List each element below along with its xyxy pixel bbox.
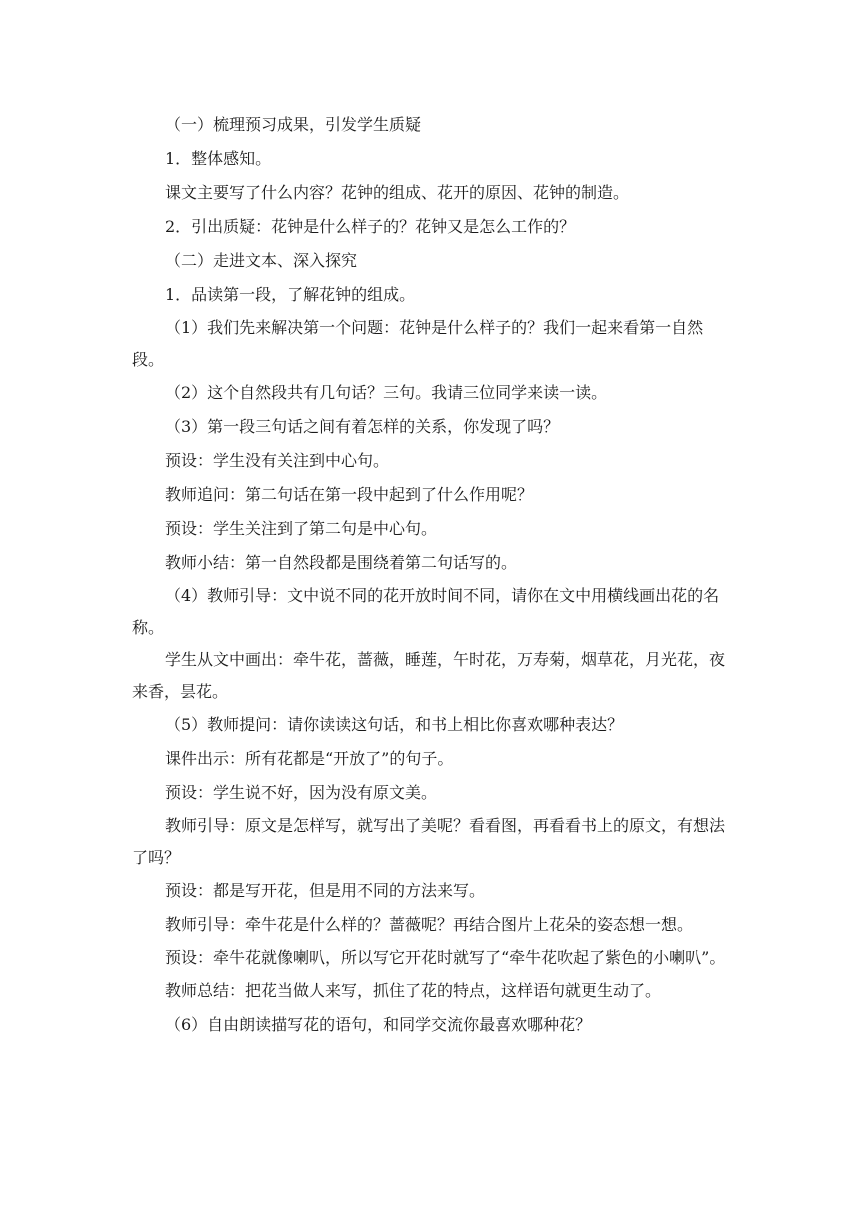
text-paragraph: 预设：牵牛花就像喇叭，所以写它开花时就写了“牵牛花吹起了紫色的小喇叭”。 [165,948,726,967]
text-paragraph: 教师引导：原文是怎样写，就写出了美呢？看看图，再看看书上的原文，有想法了吗？ [132,816,726,867]
section-heading-1: （一）梳理预习成果，引发学生质疑 [165,115,422,134]
sub-item-4: （4）教师引导：文中说不同的花开放时间不同，请你在文中用横线画出花的名称。 [132,586,720,637]
sub-item-2: （2）这个自然段共有几句话？三句。我请三位同学来读一读。 [165,383,608,402]
text-paragraph: 预设：学生关注到了第二句是中心句。 [165,519,438,538]
sub-item-1: （1）我们先来解决第一个问题：花钟是什么样子的？我们一起来看第一自然段。 [132,318,704,369]
text-paragraph: 课文主要写了什么内容？花钟的组成、花开的原因、花钟的制造。 [165,183,630,202]
text-paragraph: 课件出示：所有花都是“开放了”的句子。 [165,749,454,768]
document-page [132,108,732,1042]
text-paragraph: 学生从文中画出：牵牛花，蔷薇，睡莲，午时花，万寿菊，烟草花，月光花，夜来香，昙花。 [132,650,726,701]
text-paragraph: 教师追问：第二句话在第一段中起到了什么作用呢？ [165,485,534,504]
sub-item-5: （5）教师提问：请你读读这句话，和书上相比你喜欢哪种表达？ [165,715,624,734]
item-overall-perception: 1．整体感知。 [165,149,272,168]
sub-item-6: （6）自由朗读描写花的语句，和同学交流你最喜欢哪种花？ [165,1015,592,1034]
section-heading-2: （二）走进文本、深入探究 [165,251,358,270]
item-read-first-paragraph: 1．品读第一段，了解花钟的组成。 [165,285,416,304]
text-paragraph: 预设：都是写开花，但是用不同的方法来写。 [165,881,486,900]
sub-item-3: （3）第一段三句话之间有着怎样的关系，你发现了吗？ [165,417,560,436]
text-paragraph: 教师小结：第一自然段都是围绕着第二句话写的。 [165,553,518,572]
text-paragraph: 预设：学生没有关注到中心句。 [165,451,390,470]
item-raise-question: 2．引出质疑：花钟是什么样子的？花钟又是怎么工作的？ [165,217,576,236]
text-paragraph: 教师总结：把花当做人来写，抓住了花的特点，这样语句就更生动了。 [165,981,662,1000]
text-paragraph: 预设：学生说不好，因为没有原文美。 [165,783,438,802]
text-paragraph: 教师引导：牵牛花是什么样的？蔷薇呢？再结合图片上花朵的姿态想一想。 [165,915,694,934]
